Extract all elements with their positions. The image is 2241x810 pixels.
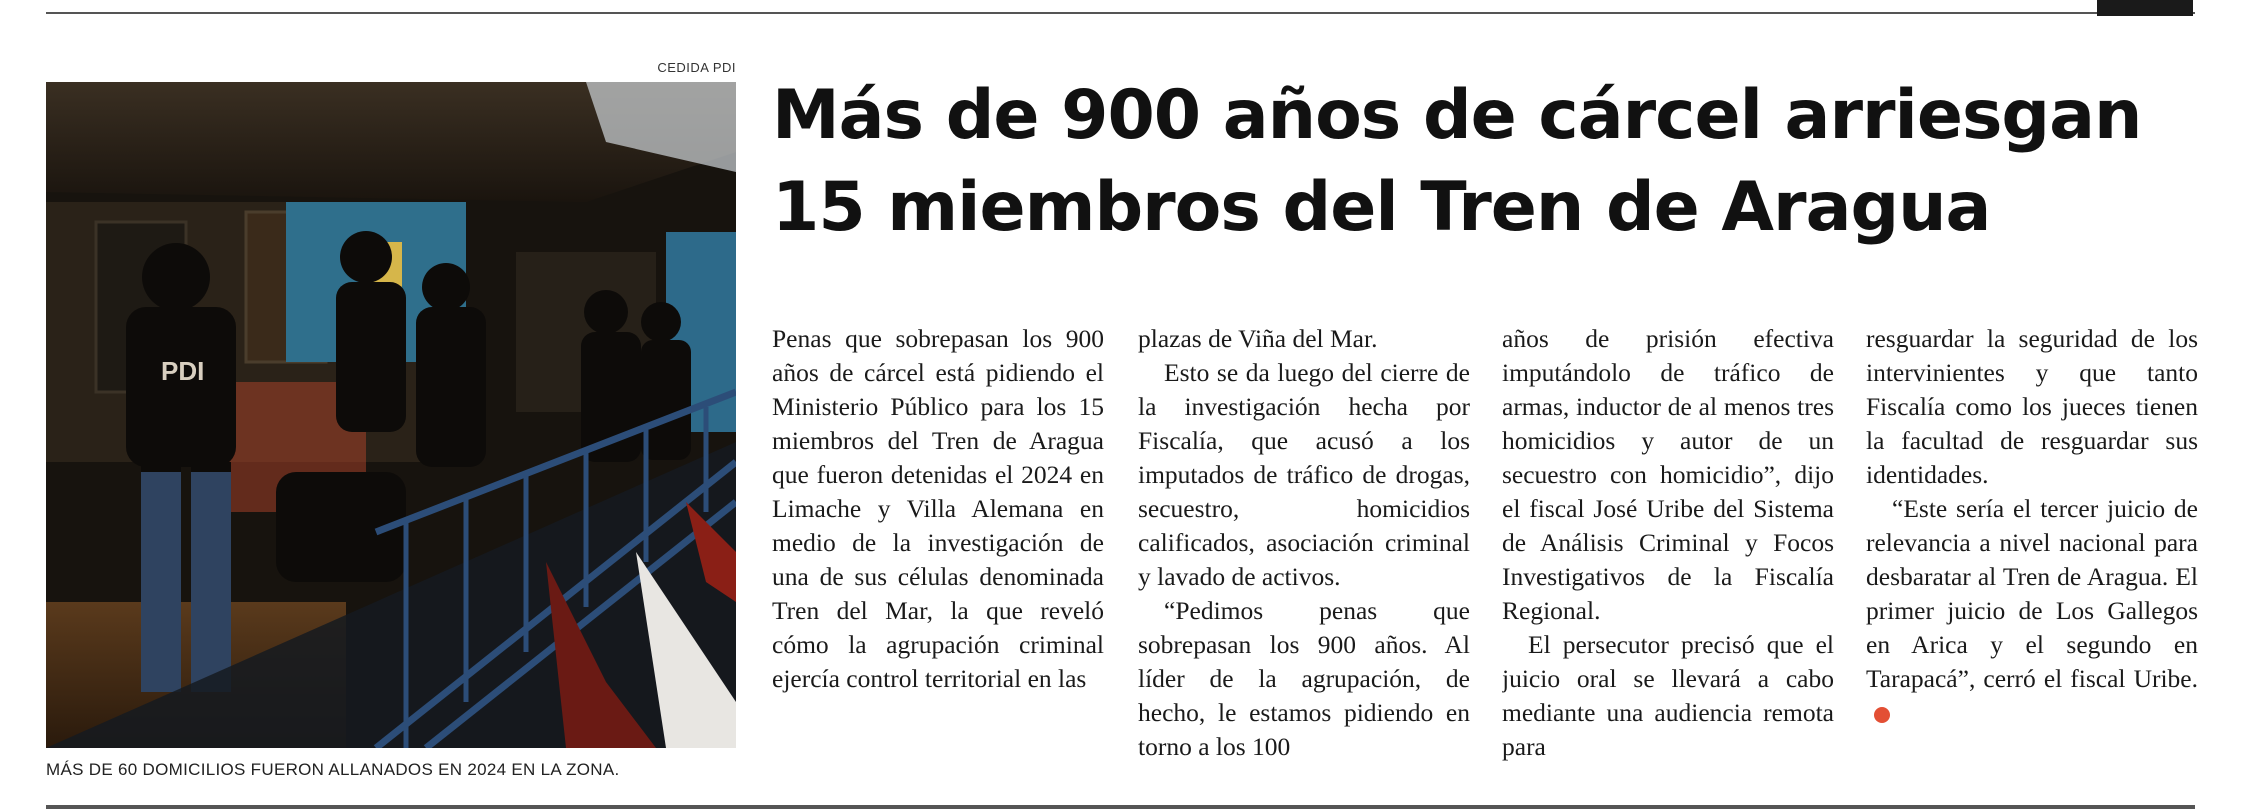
article-column-2 [1138,322,1470,792]
paragraph: Esto se da luego del cierre de la investigación hecha por Fiscalía, que acusó a los imputados de tráfico de drogas, secuestro, homicidios calificados, asociación criminal y lavado de activos. [1138,358,1470,591]
photo-illustration [46,82,736,748]
paragraph: “Pedimos penas que sobrepasan los 900 años. Al líder de la agrupación, de hecho, le estamos pidiendo en torno a los 100 [1138,596,1470,761]
article-column-4 [1866,322,2198,792]
paragraph: plazas de Viña del Mar. [1138,324,1378,353]
paragraph: Penas que sobrepasan los 900 años de cárcel está pidiendo el Ministerio Público para los 15 miembros del Tren de Aragua que fueron detenidas el 2024 en Limache y Villa Alemana en medio de la investigación de una de sus células denominada Tren del Mar, la que reveló cómo la agrupación criminal ejercía control territorial en las [772,324,1104,693]
headline: Más de 900 años de cárcel arriesgan 15 miembros del Tren de Aragua [772,76,2142,247]
section-tab [2097,0,2193,16]
paragraph: años de prisión efectiva imputándolo de tráfico de armas, inductor de al menos tres homicidios y autor de un secuestro con homicidio”, dijo el fiscal José Uribe del Sistema de Análisis Criminal y Focos Investigativos de la Fiscalía Regional. [1502,324,1834,625]
paragraph: resguardar la seguridad de los intervinientes y que tanto Fiscalía como los jueces tienen la facultad de resguardar sus identidades. [1866,324,2198,489]
paragraph-text: “Este sería el tercer juicio de relevancia a nivel nacional para desbaratar al Tren de Aragua. El primer juicio de Los Gallegos en Arica y el segundo en Tarapacá”, cerró el fiscal Uribe. [1866,494,2198,693]
article-column-3 [1502,322,1834,792]
top-rule [46,12,2195,14]
article-column-1 [772,322,1104,792]
photo-caption: MÁS DE 60 DOMICILIOS FUERON ALLANADOS EN 2024 EN LA ZONA. [46,760,620,779]
vest-label: PDI [161,356,205,386]
photo-credit: CEDIDA PDI [657,60,736,75]
paragraph-final [1866,492,2198,730]
paragraph: El persecutor precisó que el juicio oral se llevará a cabo mediante una audiencia remota para [1502,630,1834,761]
bottom-rule [46,805,2195,809]
end-of-article-icon [1874,707,1890,723]
news-photo [46,82,736,748]
